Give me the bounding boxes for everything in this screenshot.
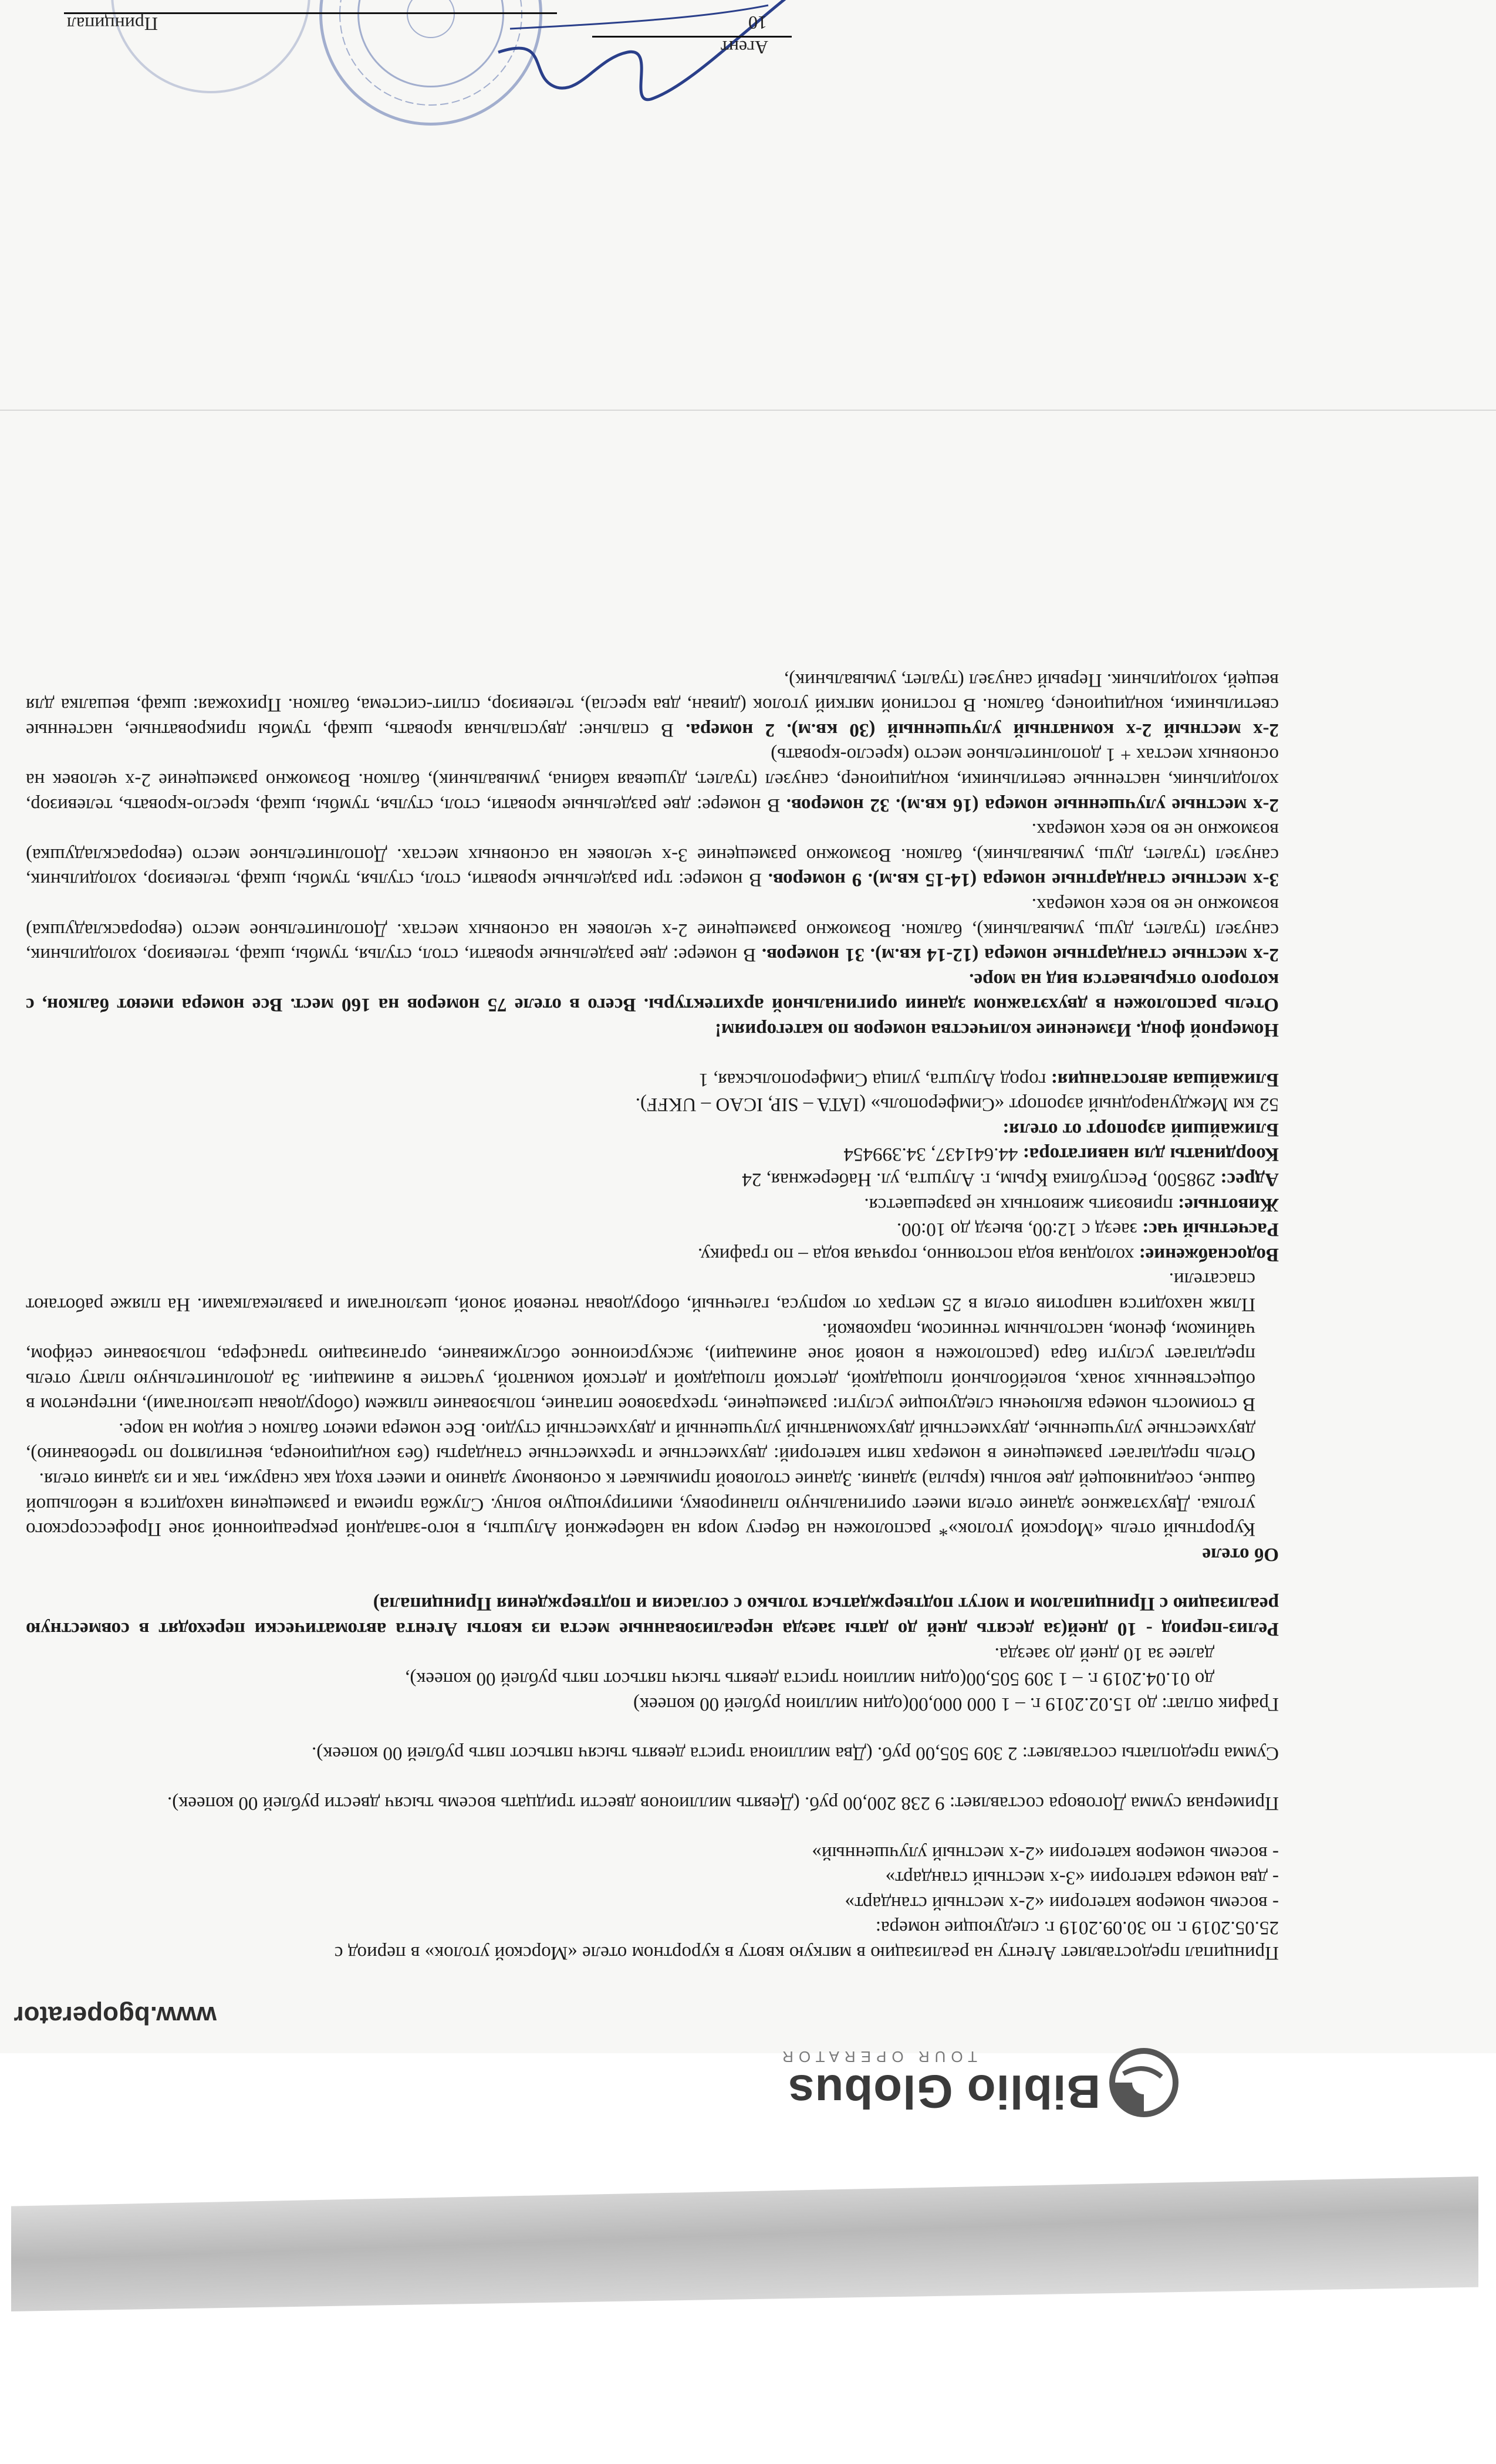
room-category [26,667,1279,742]
hotel-description: Пляж находится напротив отеля в 25 метрах от корпуса, галечный, оборудован теневой зоной, шезлонгами и развлекалками. На пляже работают спасатели. [26,1269,1255,1315]
hotel-description: Курортный отель «Морской уголок»* расположен на берегу моря на набережной Алушты, в юго-западной рекреационной зоне Профессорского уголка. Двухэтажное здание отеля имеет оригинальную планировку, имитирующую волну. Служба приема и размещения находится в небольшой башне, соединяющей две волны (крыла) здания. Здание столовой примыкает к основному зданию и имеет вход как снаружи, так и из здания отеля. [26,1469,1255,1540]
schedule-item: до 15.02.2019 г. – 1 000 000,00(один миллион рублей 00 копеек) [633,1693,1157,1715]
fact-label: Животные: [1178,1194,1279,1215]
room-category-text: В номере: три раздельные кровати, стол, стулья, тумбы, шкаф, телевизор, холодильник, санузел (туалет, душ, умывальник), балкон. Возможно размещение 3-х человек на основных местах. Дополнительное место (еврораскладушка) возможно не во всех номерах. [25,819,1279,891]
fact-label: Ближайшая автостанция: [1051,1069,1279,1090]
room-category-title: 3-х местные стандартные номера (14-15 кв.м). 9 номеров. [768,869,1279,891]
logo-subtitle: TOUR OPERATOR [777,2048,977,2066]
company-logo [777,2041,1179,2124]
room-category [26,892,1279,967]
website-url: www.bgoperator [13,2001,217,2030]
section-heading: Об отеле [1202,1543,1279,1565]
fact-label: Водоснабжение: [1139,1243,1279,1265]
fact-value: холодная вода постоянно, горячая вода – по графику. [697,1243,1134,1265]
room-category-title: 2-х местный 2-х комнатный улучшенный (30 кв.м). 2 номера. [685,719,1279,741]
room-allocation-item: - два номера категории «3-х местный стандарт» [885,1867,1279,1889]
header-banner [11,2176,1478,2311]
fact-label: Координаты для навигатора: [1022,1144,1279,1165]
release-period: Релиз-период - 10 дней(за десять дней до даты заезда нереализованные места из квоты Агента автоматически переходят в совместную реализацию с Принципалом и могут подтверждаться только с согласия и подтверждения Принципала) [26,1593,1279,1640]
fact-value: 44.641437, 34.399454 [843,1144,1018,1165]
fact-line [26,1167,1279,1192]
room-category [26,817,1279,893]
schedule-item: далее за 10 дней до заезда. [994,1643,1214,1665]
agent-label: Агент [720,37,768,58]
fact-line [26,1192,1279,1217]
fact-line [26,1217,1279,1242]
room-category-text: В номере: две раздельные кровати, стол, стулья, тумбы, шкаф, кресло-кровать, телевизор, холодильник, настенные светильники, кондиционер, санузел (туалет, душевая кабина, умывальник), балкон. Возможно размещение 2-х человек на основных местах + 1 дополнительное место (кресло-кровать) [26,744,1279,816]
room-category [26,742,1279,817]
intro-period: 25.05.2019 г. по 30.09.2019 г. следующие номера: [875,1917,1279,1939]
schedule-label: График оплат: [1161,1693,1279,1715]
room-allocation-item: - восемь номеров категории «2-х местный улучшенный» [812,1842,1279,1864]
scan-edge [0,410,1496,411]
principal-label: Принципал [66,13,158,35]
fact-value: 52 км Международный аэропорт «Симферополь» (IATA – SIP, ICAO – UKFF). [635,1094,1279,1116]
fact-value: привозить животных не разрешается. [864,1194,1173,1215]
fact-label: Адрес: [1220,1168,1279,1190]
fact-label: Расчетный час: [1142,1219,1279,1241]
fact-line [26,1142,1279,1167]
logo-name: Biblio Globus [788,2066,1100,2118]
fact-value: заезд с 12:00, выезд до 10:00. [896,1219,1137,1241]
fact-value: 298500, Республика Крым, г. Алушта, ул. Набережная, 24 [742,1168,1216,1190]
schedule-item: до 01.04.2019 г. – 1 309 505,00(один миллион триста девять тысяч пятьсот пять рублей 00 копеек), [405,1668,1214,1690]
hotel-description: Отель предлагает размещение в номерах пяти категорий: двухместные и трехместные стандарты (без кондиционера, вентилятор по требованию), двухместные улучшенные, двухместный двухкомнатный улучшенный и двухместный студио. Все номера имеют балкон с видом на море. [26,1418,1255,1465]
room-allocation-item: - восемь номеров категории «2-х местный стандарт» [845,1892,1279,1914]
payment-schedule [26,1691,1279,1716]
hotel-description: В стоимость номера включены следующие услуги: размещение, трехразовое питание, пользование пляжем (оборудован шезлонгами), интернетом в общественных зонах, волейбольной площадкой, детской площадкой и детской комнатой, участие в анимации. За дополнительную плату отель предлагает услуги бара (расположен в новой зоне анимации), экскурсионное обслуживание, организацию трансфера, пользование сейфом, чайником, феном, настольным теннисом, парковкой. [26,1319,1255,1415]
fact-line [26,1067,1279,1092]
globe-logo-icon [1109,2047,1179,2118]
intro-line: Принципал предоставляет Агенту на реализацию в мягкую квоту в курортном отеле «Морской уголок» в период с [334,1942,1279,1963]
fact-label: Ближайший аэропорт от отеля: [1002,1118,1279,1140]
contract-sum: Примерная сумма Договора составляет: 9 238 200,00 руб. (Девять миллионов двести тридцать восемь тысяч двести рублей 00 копеек). [167,1793,1279,1814]
room-category-text: В номере: две раздельные кровати, стол, стулья, тумбы, шкаф, телевизор, холодильник, санузел (туалет, душ, умывальник), балкон. Возможно размещение 2-х человек на основных местах. Дополнительное место (еврораскладушка) возможно не во всех номерах. [25,894,1279,966]
contract-body [26,667,1279,1965]
fact-value: город Алушта, улица Симферопольская, 1 [698,1069,1046,1090]
prepayment-sum: Сумма предоплаты составляет: 2 309 505,00 руб. (Два миллиона триста девять тысяч пятьсот пять рублей 00 копеек). [312,1743,1279,1765]
fact-line [26,1242,1279,1267]
page-number: 10 [748,12,767,33]
rooms-summary: Отель расположен в двухэтажном здании оригинальной архитектуры. Всего в отеле 75 номеров на 160 мест. Все номера имеют балкон, с которого открывается вид на море. [26,969,1279,1016]
room-category-title: 2-х местные стандартные номера (12-14 кв.м). 31 номеров. [761,944,1279,966]
room-category-text: В спальне: двуспальная кровать, шкаф, тумбы прикроватные, настенные светильники, кондиционер, балкон. В гостиной мягкий уголок (диван, два кресла), телевизор, сплит-система, балкон. Прихожая: шкаф, вешалка для вещей, холодильник. Первый санузел (туалет, умывальник), [25,669,1279,741]
section-heading: Номерной фонд. Изменение количества номеров по категориям! [714,1019,1279,1040]
room-category-title: 2-х местные улучшенные номера (16 кв.м). 32 номеров. [786,794,1279,816]
